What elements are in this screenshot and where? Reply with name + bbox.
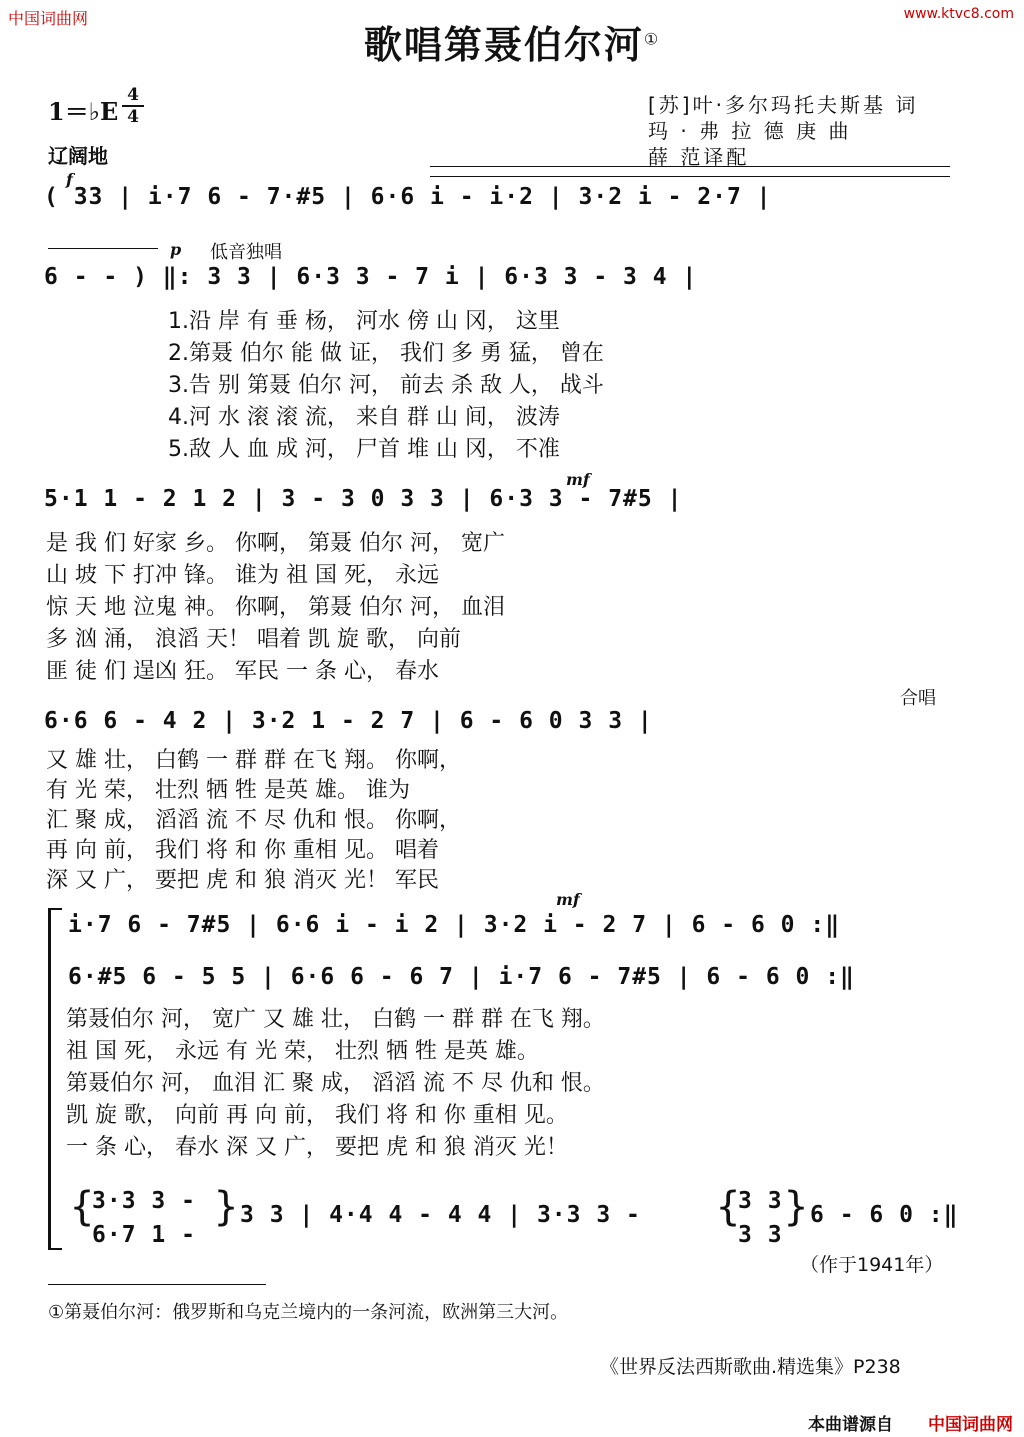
- lyric-line: 第聂伯尔 河， 宽广 又 雄 壮， 白鹤 一 群 群 在飞 翔。: [66, 1007, 605, 1032]
- lyric-line: 4.河 水 滚 滚 流， 来自 群 山 间， 波涛: [168, 405, 560, 430]
- source-citation: 《世界反法西斯歌曲.精选集》P238: [600, 1356, 901, 1378]
- lyric-line: 多 汹 涌， 浪滔 天！ 唱着 凯 旋 歌， 向前: [46, 627, 461, 652]
- lyrics-block-c: [46, 746, 461, 896]
- lyric-line: 匪 徒 们 逞凶 狂。 军民 一 条 心， 春水: [46, 659, 439, 684]
- bottom-site-name: 中国词曲网: [928, 1415, 1013, 1435]
- chord-brace-left: {: [716, 1184, 742, 1230]
- lyric-line: 1.沿 岸 有 垂 杨， 河水 傍 山 冈， 这里: [168, 309, 560, 334]
- dynamic-piano: p: [170, 240, 182, 259]
- score-row-6-left-upper: 3·3 3 -: [92, 1188, 196, 1214]
- dynamic-mezzo-forte: mf: [566, 470, 590, 489]
- solo-label: 低音独唱: [210, 242, 282, 263]
- score-row-2: 6 - - ) ‖: 3 3 | 6·3 3 - 7 i | 6·3 3 - 3 4 |: [44, 264, 698, 290]
- brace-right: }: [214, 1184, 240, 1230]
- lyric-line: 2.第聂 伯尔 能 做 证， 我们 多 勇 猛， 曾在: [168, 341, 604, 366]
- lyric-line: 一 条 心， 春水 深 又 广， 要把 虎 和 狼 消灭 光！: [66, 1135, 568, 1160]
- chorus-label: 合唱: [900, 688, 936, 709]
- chord-lower: 3 3: [738, 1222, 783, 1248]
- score-row-6-end: 6 - 6 0 :‖: [810, 1202, 959, 1228]
- crescendo-hairpin: [430, 166, 950, 167]
- footnote-mark: ①: [643, 29, 661, 49]
- credit-lyricist: [苏]叶·多尔玛托夫斯基 词: [648, 93, 919, 117]
- chord-brace-right: }: [784, 1184, 810, 1230]
- score-row-5-lower: 6·#5 6 - 5 5 | 6·6 6 - 6 7 | i·7 6 - 7#5 | 6 - 6 0 :‖: [68, 964, 855, 990]
- lyrics-block-a: [168, 306, 604, 466]
- score-row-4: 6·6 6 - 4 2 | 3·2 1 - 2 7 | 6 - 6 0 3 3 |: [44, 708, 653, 734]
- song-title-text: 歌唱第聂伯尔河: [363, 22, 644, 67]
- lyric-line: 汇 聚 成， 滔滔 流 不 尽 仇和 恨。 你啊，: [46, 808, 461, 833]
- composition-year: （作于1941年）: [800, 1254, 944, 1276]
- lyric-line: 祖 国 死， 永远 有 光 荣， 壮烈 牺 牲 是英 雄。: [66, 1039, 539, 1064]
- bottom-source-label: 本曲谱源自: [808, 1415, 893, 1435]
- bracket-bottom: [48, 1248, 62, 1250]
- lyric-line: 再 向 前， 我们 将 和 你 重相 见。 唱着: [46, 838, 439, 863]
- lyric-line: 又 雄 壮， 白鹤 一 群 群 在飞 翔。 你啊，: [46, 748, 461, 773]
- meter-top: 4: [127, 85, 139, 105]
- song-title: [0, 14, 1024, 69]
- system-bracket: [48, 908, 51, 1248]
- credit-arranger: 薛 范译配: [648, 145, 750, 169]
- lyric-line: 深 又 广， 要把 虎 和 狼 消灭 光！ 军民: [46, 868, 439, 893]
- footnote-rule: [48, 1284, 266, 1285]
- score-row-6: 3 3 | 4·4 4 - 4 4 | 3·3 3 -: [240, 1202, 641, 1228]
- meter-bottom: 4: [127, 107, 139, 127]
- lyric-line: 有 光 荣， 壮烈 牺 牲 是英 雄。 谁为: [46, 778, 410, 803]
- chord-upper: 3 3: [738, 1188, 783, 1214]
- footnote-text: ①第聂伯尔河：俄罗斯和乌克兰境内的一条河流，欧洲第三大河。: [48, 1302, 569, 1323]
- lyric-line: 3.告 别 第聂 伯尔 河， 前去 杀 敌 人， 战斗: [168, 373, 604, 398]
- site-url-right: www.ktvc8.com: [903, 6, 1014, 22]
- bracket-top: [48, 908, 62, 910]
- site-logo-left: 中国词曲网: [8, 9, 89, 28]
- dynamic-forte: f: [66, 170, 73, 189]
- lyric-line: 凯 旋 歌， 向前 再 向 前， 我们 将 和 你 重相 见。: [66, 1103, 568, 1128]
- credits-block: [648, 92, 918, 170]
- brace-left: {: [70, 1184, 96, 1230]
- score-row-1: ( 33 | i·7 6 - 7·#5 | 6·6 i - i·2 | 3·2 i - 2·7 |: [44, 184, 772, 210]
- lyric-line: 山 坡 下 打冲 锋。 谁为 祖 国 死， 永远: [46, 563, 439, 588]
- score-row-6-left-lower: 6·7 1 -: [92, 1222, 196, 1248]
- dynamic-mezzo-forte-2: mf: [556, 890, 580, 909]
- lyric-line: 5.敌 人 血 成 河， 尸首 堆 山 冈， 不准: [168, 437, 560, 462]
- credit-composer: 玛 · 弗 拉 德 庚 曲: [648, 119, 852, 143]
- tempo-marking: 辽阔地: [48, 144, 108, 168]
- lyric-line: 第聂伯尔 河， 血泪 汇 聚 成， 滔滔 流 不 尽 仇和 恨。: [66, 1071, 605, 1096]
- crescendo-hairpin-lower: [430, 176, 950, 177]
- time-signature: [122, 86, 144, 126]
- lyric-line: 是 我 们 好家 乡。 你啊， 第聂 伯尔 河， 宽广: [46, 531, 505, 556]
- lyrics-block-b: [46, 528, 505, 688]
- key-signature: 1＝♭E: [48, 97, 119, 126]
- lyric-line: 惊 天 地 泣鬼 神。 你啊， 第聂 伯尔 河， 血泪: [46, 595, 505, 620]
- score-row-3: 5·1 1 - 2 1 2 | 3 - 3 0 3 3 | 6·3 3 - 7#5 |: [44, 486, 683, 512]
- score-row-5-upper: i·7 6 - 7#5 | 6·6 i - i 2 | 3·2 i - 2 7 | 6 - 6 0 :‖: [68, 912, 841, 938]
- diminuendo-hairpin: [48, 248, 158, 249]
- lyrics-block-d: [66, 1004, 605, 1164]
